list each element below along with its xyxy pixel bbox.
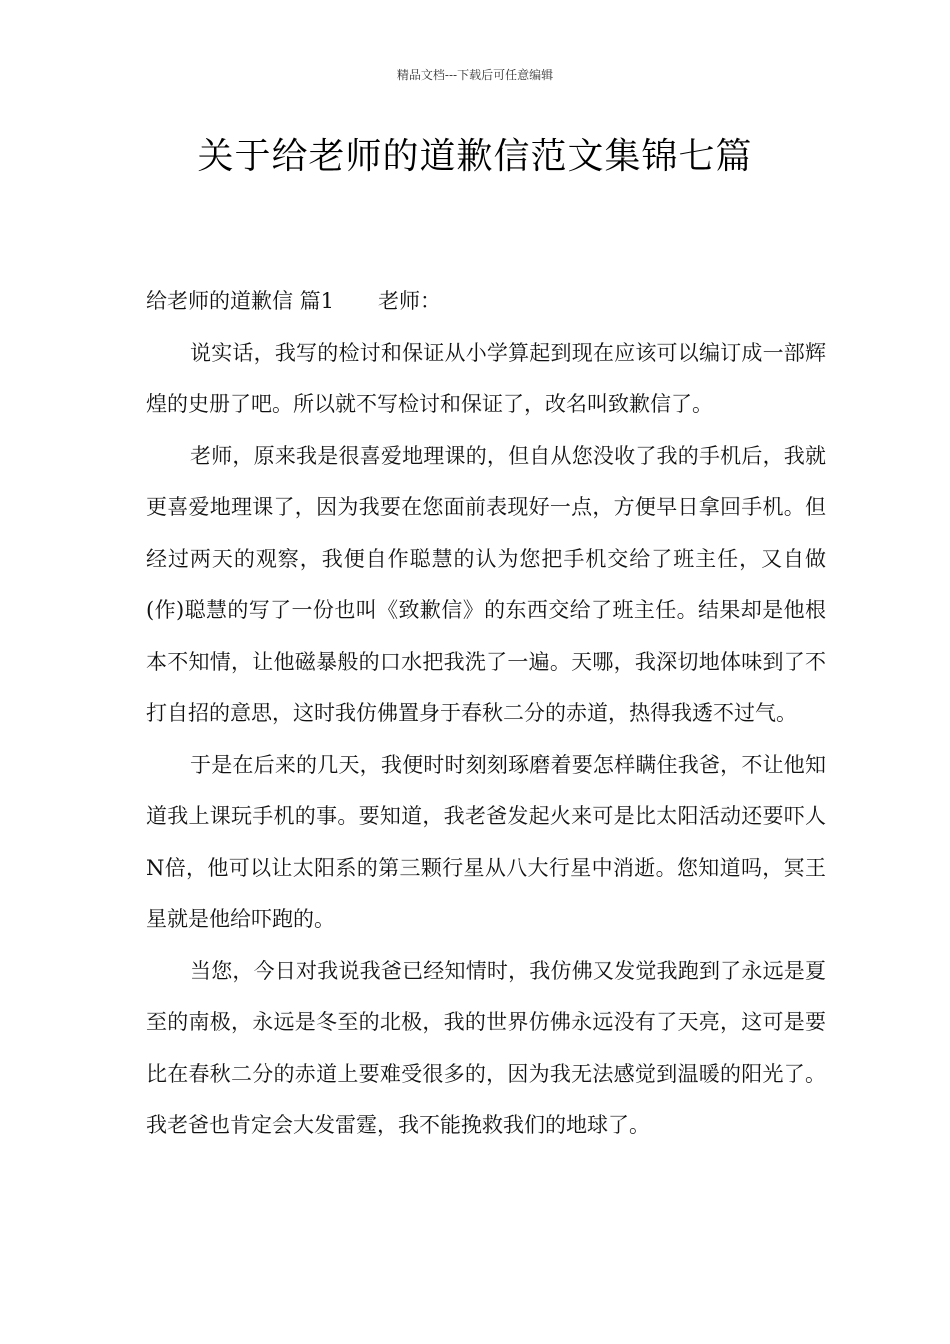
paragraph-1: 说实话，我写的检讨和保证从小学算起到现在应该可以编订成一部辉煌的史册了吧。所以就不写检讨和保证了，改名叫致歉信了。 [146,340,826,416]
letter-intro-line [146,276,826,328]
letter-body [146,276,826,1152]
paragraph-3: 于是在后来的几天，我便时时刻刻琢磨着要怎样瞒住我爸，不让他知道我上课玩手机的事。要知道，我老爸发起火来可是比太阳活动还要吓人N倍，他可以让太阳系的第三颗行星从八大行星中消逝。您知道吗，冥王星就是他给吓跑的。 [146,752,826,931]
paragraph-4: 当您，今日对我说我爸已经知情时，我仿佛又发觉我跑到了永远是夏至的南极，永远是冬至的北极，我的世界仿佛永远没有了天亮，这可是要比在春秋二分的赤道上要难受很多的，因为我无法感觉到温暖的阳光了。我老爸也肯定会大发雷霆，我不能挽救我们的地球了。 [146,958,826,1137]
document-title: 关于给老师的道歉信范文集锦七篇 [197,136,753,177]
paragraph-2: 老师，原来我是很喜爱地理课的，但自从您没收了我的手机后，我就更喜爱地理课了，因为我要在您面前表现好一点，方便早日拿回手机。但经过两天的观察，我便自作聪慧的认为您把手机交给了班主任，又自做(作)聪慧的写了一份也叫《致歉信》的东西交给了班主任。结果却是他根本不知情，让他磁暴般的口水把我洗了一遍。天哪，我深切地体味到了不打自招的意思，这时我仿佛置身于春秋二分的赤道，热得我透不过气。 [146,443,826,725]
letter-heading: 给老师的道歉信 篇1 [146,289,335,313]
letter-salutation: 老师： [378,289,442,313]
header-note: 精品文档---下载后可任意编辑 [396,68,554,82]
